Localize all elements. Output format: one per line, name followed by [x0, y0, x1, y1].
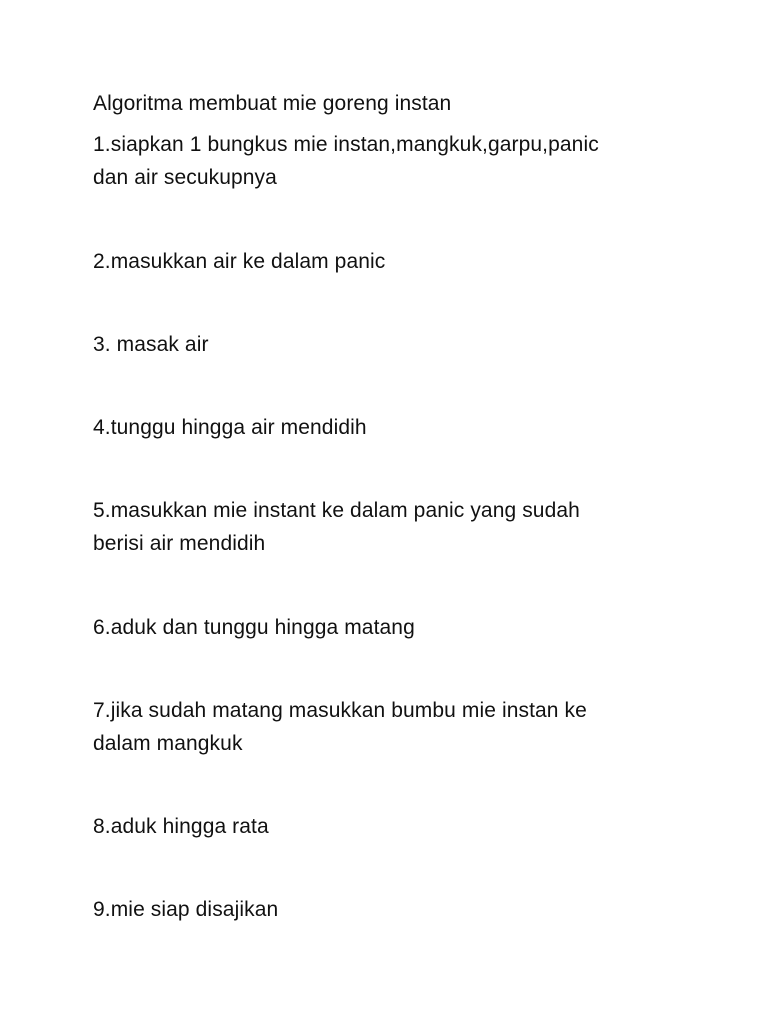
step-3: 3. masak air	[93, 333, 209, 356]
step-2: 2.masukkan air ke dalam panic	[93, 250, 386, 273]
step-5	[93, 494, 703, 560]
step-1-line-2: dan air secukupnya	[93, 166, 277, 189]
step-8: 8.aduk hingga rata	[93, 815, 269, 838]
step-4: 4.tunggu hingga air mendidih	[93, 416, 367, 439]
step-7	[93, 694, 703, 760]
step-7-line-1: 7.jika sudah matang masukkan bumbu mie instan ke	[93, 699, 587, 722]
document-title: Algoritma membuat mie goreng instan	[93, 92, 452, 115]
step-9: 9.mie siap disajikan	[93, 898, 279, 921]
step-1	[93, 128, 703, 194]
step-5-line-1: 5.masukkan mie instant ke dalam panic yang sudah	[93, 499, 580, 522]
step-6: 6.aduk dan tunggu hingga matang	[93, 616, 415, 639]
step-1-line-1: 1.siapkan 1 bungkus mie instan,mangkuk,garpu,panic	[93, 133, 599, 156]
step-7-line-2: dalam mangkuk	[93, 732, 243, 755]
step-5-line-2: berisi air mendidih	[93, 532, 266, 555]
